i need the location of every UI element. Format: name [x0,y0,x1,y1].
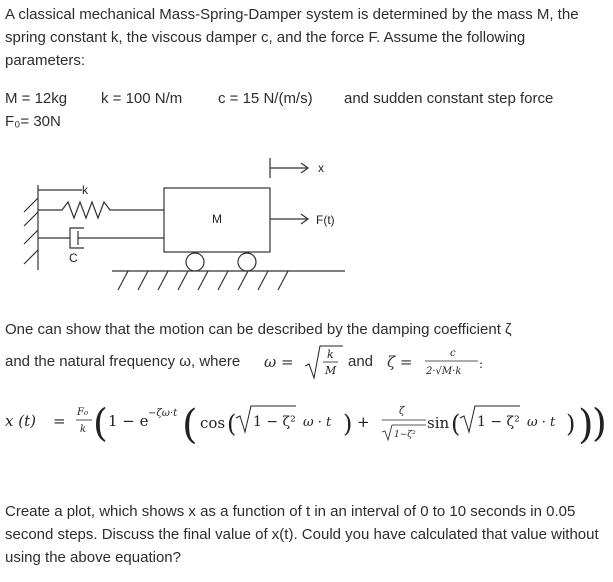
param-step-force: and sudden constant step force [344,90,554,107]
param-spring: k = 100 N/m [101,90,183,107]
paren-close-3: ) [343,410,353,438]
param-force: F₀= 30N [5,113,61,130]
zeta-fraction [423,344,485,380]
middle-text [5,318,605,376]
eq-root-body-2: 1 − ζ² [477,414,520,430]
wheel-left [186,253,204,271]
and-word: and [348,353,374,370]
paren-close-2: ) [578,402,594,448]
middle-line-1: One can show that the motion can be described by the damping coefficient ζ [5,321,512,338]
param-damper: c = 15 N/(m/s) [218,90,313,107]
wheel-right [238,253,256,271]
paren-open-1: ( [93,401,108,445]
eq-lhs: x (t) [5,412,36,430]
paren-open-2: ( [182,402,198,448]
spring [38,202,164,218]
paren-open-4: ( [451,410,461,438]
frac-den: 2·√M·k [426,366,462,377]
eq-omega-t: ω · t [303,415,332,430]
mass-spring-damper-diagram [0,150,360,310]
eq-cos: cos [200,414,226,432]
eq-plus: + [357,413,370,431]
sqrt-k-over-M [305,342,345,382]
param-mass: M = 12kg [5,90,68,107]
omega-eq: ω = [264,353,294,371]
eq-equals: = [53,412,66,430]
eq-root-den: 1−ζ² [394,430,416,440]
zeta-eq: ζ = [387,353,413,371]
frac-c: c [450,348,456,359]
frac-M: M [325,364,337,377]
eq-f0: F₀ [77,407,88,418]
paren-open-3: ( [227,410,237,438]
label-force: F(t) [316,213,335,227]
label-k: k [82,183,88,197]
eq-root-body: 1 − ζ² [253,414,296,430]
label-c: C [69,251,78,265]
intro-paragraph: A classical mechanical Mass-Spring-Damper system is determined by the mass M, the spring constant k, the viscous damper c, and the force F. Assume the following parameters: [5,6,579,69]
outro-paragraph: Create a plot, which shows x as a function of t in an interval of 0 to 10 seconds in 0.05 second steps. Discuss the final value of x(t). Could you have calculated that value without using the above equation? [5,503,599,566]
eq-exponent: −ζω·t [148,408,178,419]
eq-omega-t-2: ω · t [527,415,556,430]
label-x: x [318,161,324,175]
paren-close-1: ) [592,401,607,445]
paren-close-4: ) [566,410,576,438]
eq-one-minus: 1 − e [108,412,149,430]
frac-k: k [327,348,334,361]
colon: : [479,357,484,371]
eq-zeta-num: ζ [399,406,405,417]
label-m: M [212,212,222,226]
eq-k: k [80,424,87,435]
displacement-equation [0,392,613,454]
eq-sin: sin [427,414,450,432]
middle-line-2: and the natural frequency ω, where [5,353,241,370]
